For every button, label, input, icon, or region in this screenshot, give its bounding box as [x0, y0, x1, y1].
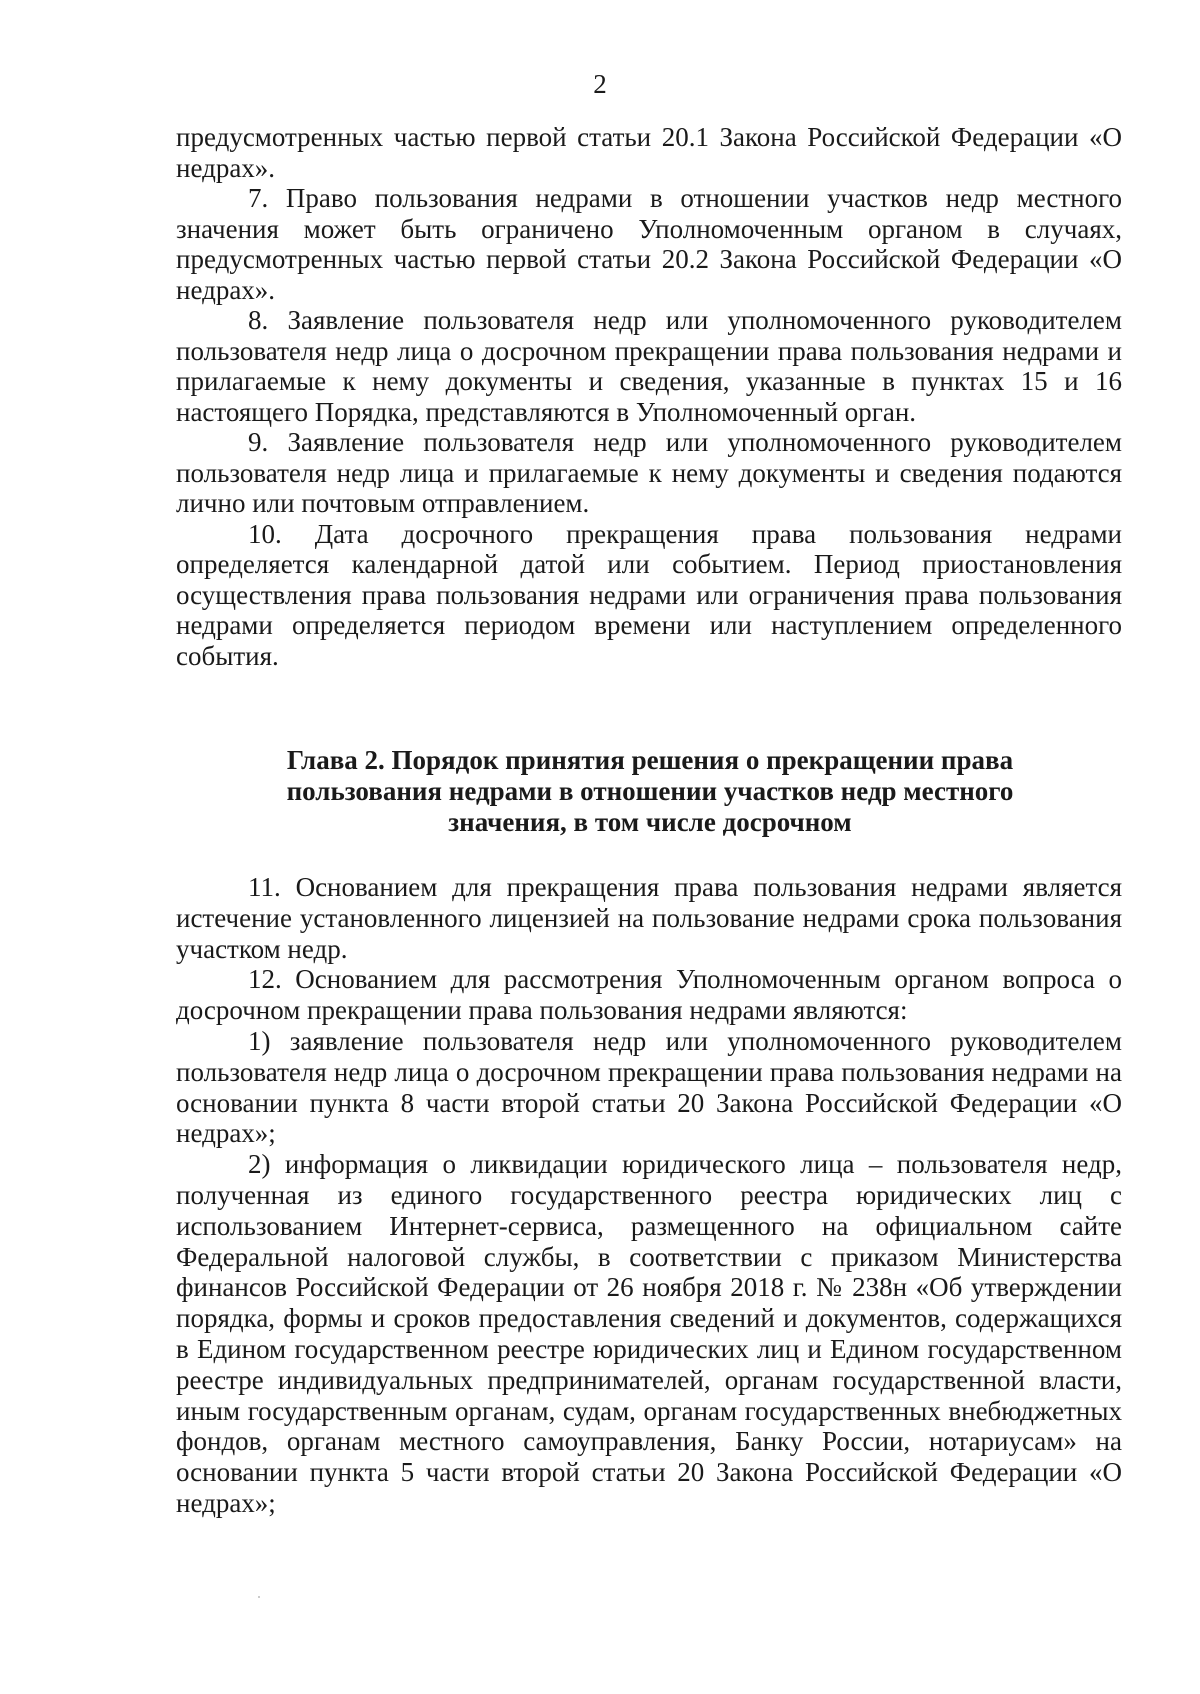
paragraph-item-11: 11. Основанием для прекращения права пользования недрами является истечение установленного лицензией на пользование недрами срока пользования участком недр.: [176, 872, 1122, 964]
body-text-lower: [176, 872, 1122, 1519]
paragraph-item-8: 8. Заявление пользователя недр или уполномоченного руководителем пользователя недр лица о досрочном прекращении права пользования недрами и прилагаемые к нему документы и сведения, указанные в пунктах 15 и 16 настоящего Порядка, представляются в Уполномоченный орган.: [176, 305, 1122, 427]
body-text-upper: [176, 122, 1122, 671]
scan-artifact: [258, 1596, 260, 1598]
chapter-heading-line-3: значения, в том числе досрочном: [448, 807, 852, 837]
chapter-heading-line-2: пользования недрами в отношении участков недр местного: [286, 776, 1014, 806]
chapter-heading: [210, 745, 1090, 838]
paragraph-item-7: 7. Право пользования недрами в отношении участков недр местного значения может быть ограничено Уполномоченным органом в случаях, предусмотренных частью первой статьи 20.2 Закона Российской Федерации «О недрах».: [176, 183, 1122, 305]
paragraph-item-9: 9. Заявление пользователя недр или уполномоченного руководителем пользователя недр лица и прилагаемые к нему документы и сведения подаются лично или почтовым отправлением.: [176, 427, 1122, 518]
paragraph-subitem-1: 1) заявление пользователя недр или уполномоченного руководителем пользователя недр лица о досрочном прекращении права пользования недрами на основании пункта 8 части второй статьи 20 Закона Российской Федерации «О недрах»;: [176, 1025, 1122, 1149]
paragraph-subitem-2: 2) информация о ликвидации юридического лица – пользователя недр, полученная из единого государственного реестра юридических лиц с использованием Интернет-сервиса, размещенного на официальном сайте Федеральной налоговой службы, в соответствии с приказом Министерства финансов Российской Федерации от 26 ноября 2018 г. № 238н «Об утверждении порядка, формы и сроков предоставления сведений и документов, содержащихся в Едином государственном реестре юридических лиц и Едином государственном реестре индивидуальных предпринимателей, органам государственной власти, иным государственным органам, судам, органам государственных внебюджетных фондов, органам местного самоуправления, Банку России, нотариусам» на основании пункта 5 части второй статьи 20 Закона Российской Федерации «О недрах»;: [176, 1149, 1122, 1518]
paragraph-continuation: предусмотренных частью первой статьи 20.1 Закона Российской Федерации «О недрах».: [176, 122, 1122, 183]
paragraph-item-10: 10. Дата досрочного прекращения права пользования недрами определяется календарной датой или событием. Период приостановления осуществления права пользования недрами или ограничения права пользования недрами определяется периодом времени или наступлением определенного события.: [176, 518, 1122, 671]
paragraph-item-12: 12. Основанием для рассмотрения Уполномоченным органом вопроса о досрочном прекращении права пользования недрами являются:: [176, 964, 1122, 1026]
chapter-heading-line-1: Глава 2. Порядок принятия решения о прекращении права: [286, 745, 1014, 775]
page-number: 2: [593, 69, 607, 99]
